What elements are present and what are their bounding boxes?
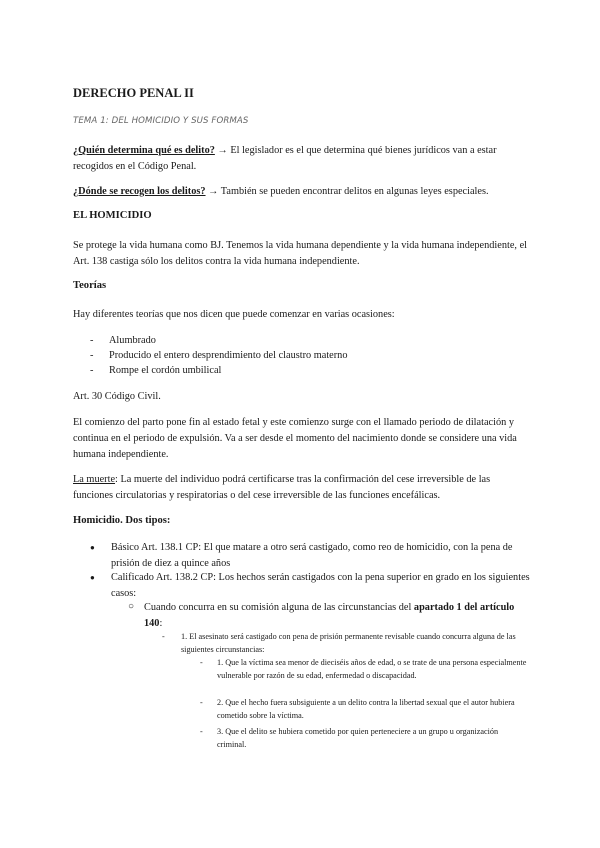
question-2 xyxy=(73,184,528,200)
question-2-text: ¿Dónde se recogen los delitos? xyxy=(73,186,206,197)
list-item: ○ Cuando concurra en su comisión alguna de las circunstancias del apartado 1 del artículo 140: xyxy=(128,601,515,629)
circ-bold-reference: apartado 1 del artículo 140 xyxy=(144,602,515,629)
parto-paragraph: El comienzo del parto pone fin al estado fetal y este comienzo surge con el llamado periodo de dilatación y continua en el periodo de expulsión. Va a ser desde el momento del nacimiento donde se considere una vida humana independiente. xyxy=(73,417,517,460)
homicidio-paragraph: Se protege la vida humana como BJ. Tenemos la vida humana dependiente y la vida humana independiente, el Art. 138 castiga sólo los delitos contra la vida humana independiente. xyxy=(73,240,528,267)
circle-bullet-icon: ○ xyxy=(128,601,135,612)
list-item: - 3. Que el delito se hubiera cometido por quien perteneciere a un grupo u organización criminal. xyxy=(200,727,499,749)
list-item: - 1. Que la víctima sea menor de dieciséis años de edad, o se trate de una persona especialmente vulnerable por razón de su edad, enfermedad o discapacidad. xyxy=(200,658,527,680)
list-item: ● Calificado Art. 138.2 CP: Los hechos serán castigados con la pena superior en grado en los siguientes casos: xyxy=(90,572,530,599)
list-item: ● Básico Art. 138.1 CP: El que matare a otro será castigado, como reo de homicidio, con la pena de prisión de diez a quince años xyxy=(90,542,513,569)
question-2-answer: También se pueden encontrar delitos en algunas leyes especiales. xyxy=(220,186,489,197)
section-heading-tipos: Homicidio. Dos tipos: xyxy=(73,515,171,526)
art30-reference: Art. 30 Código Civil. xyxy=(73,391,161,402)
page-subtitle: TEMA 1: DEL HOMICIDIO Y SUS FORMAS xyxy=(73,116,249,126)
question-1 xyxy=(73,143,528,175)
muerte-text: : La muerte del individuo podrá certificarse tras la confirmación del cese irreversible de las funciones circulatorias y respiratorias o del cese irreversible de las funciones encefálicas. xyxy=(73,474,491,501)
teorias-intro: Hay diferentes teorías que nos dicen que puede comenzar en varias ocasiones: xyxy=(73,309,395,320)
bullet-icon: ● xyxy=(90,543,95,552)
list-item: - Alumbrado xyxy=(90,335,156,346)
list-item: - 1. El asesinato será castigado con pena de prisión permanente revisable cuando concurra alguna de las siguientes circunstancias: xyxy=(162,632,516,654)
section-heading-homicidio: EL HOMICIDIO xyxy=(73,210,152,221)
bullet-icon: ● xyxy=(90,573,95,582)
list-item: - Rompe el cordón umbilical xyxy=(90,365,222,376)
question-1-text: ¿Quién determina qué es delito? xyxy=(73,145,215,156)
arrow: → xyxy=(205,186,221,197)
list-item: - 2. Que el hecho fuera subsiguiente a un delito contra la libertad sexual que el autor hubiera cometido sobre la víctima. xyxy=(200,698,515,720)
question-1-answer: El legislador es el que determina qué bienes jurídicos van a estar recogidos en el Código Penal. xyxy=(73,145,497,172)
arrow: → xyxy=(214,145,231,156)
section-heading-teorias: Teorías xyxy=(73,280,107,291)
muerte-label: La muerte xyxy=(73,474,116,485)
muerte-paragraph xyxy=(73,472,528,504)
list-item: - Producido el entero desprendimiento del claustro materno xyxy=(90,350,348,361)
page-title: DERECHO PENAL II xyxy=(73,86,194,100)
